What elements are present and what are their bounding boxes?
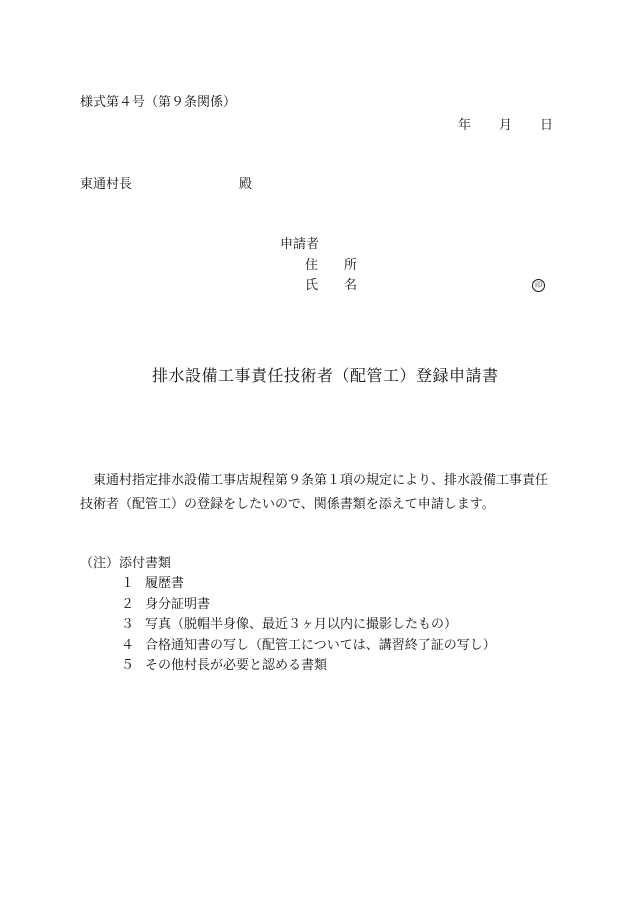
document-title: 排水設備工事責任技術者（配管工）登録申請書 xyxy=(152,366,499,385)
date-line xyxy=(458,119,553,132)
address-label: 住 所 xyxy=(305,258,358,273)
item-number: ４ xyxy=(121,637,135,653)
name-label: 氏 名 xyxy=(305,278,358,293)
item-text: 身分証明書 xyxy=(145,596,211,612)
form-number: 様式第４号（第９条関係） xyxy=(80,95,237,110)
item-text: 写真（脱帽半身像、最近３ヶ月以内に撮影したもの） xyxy=(145,617,458,632)
item-number: ２ xyxy=(121,596,135,612)
list-item xyxy=(121,618,496,639)
date-year-label: 年 xyxy=(458,118,472,133)
item-number: １ xyxy=(121,576,135,591)
item-text: 合格通知書の写し（配管工については、講習終了証の写し） xyxy=(145,637,496,653)
addressee-name: 東通村長 xyxy=(80,177,133,192)
item-text: その他村長が必要と認める書類 xyxy=(145,658,328,673)
item-text: 履歴書 xyxy=(145,576,185,591)
date-month-label: 月 xyxy=(499,118,513,133)
list-item xyxy=(121,577,496,598)
date-day-label: 日 xyxy=(540,118,554,133)
application-body: 東通村指定排水設備工事店規程第９条第１項の規定により、排水設備工事責任技術者（配管工）の登録をしたいので、関係書類を添えて申請します。 xyxy=(80,473,549,512)
attachments-heading: （注）添付書類 xyxy=(80,556,172,571)
list-item xyxy=(121,659,496,680)
addressee-honorific: 殿 xyxy=(239,177,253,192)
list-item xyxy=(121,639,496,660)
list-item xyxy=(121,598,496,619)
attachments-list xyxy=(121,577,496,680)
item-number: ３ xyxy=(121,617,135,632)
item-number: ５ xyxy=(121,658,135,673)
seal-mark: 印 xyxy=(532,279,545,292)
applicant-label: 申請者 xyxy=(280,237,320,252)
